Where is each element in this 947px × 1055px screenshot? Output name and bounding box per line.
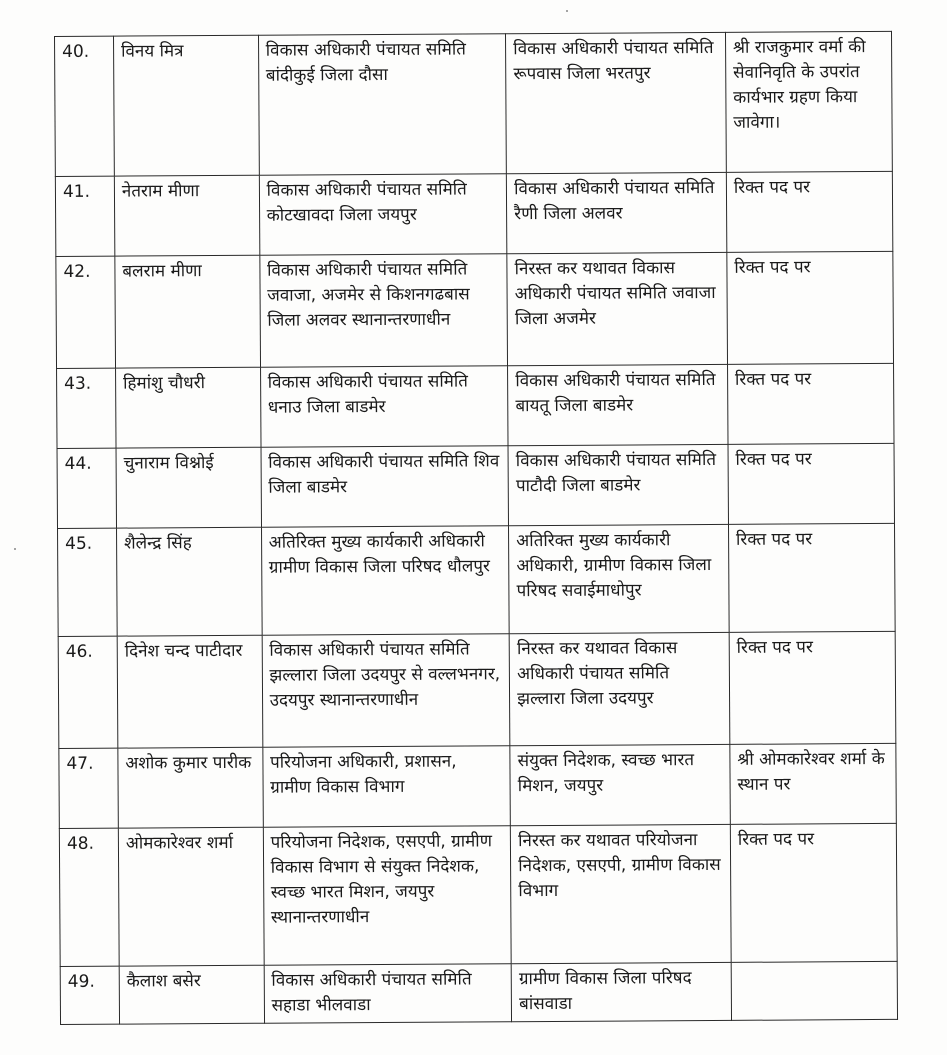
officer-name: चुनाराम विश्नोई — [116, 447, 261, 528]
new-posting: विकास अधिकारी पंचायत समिति रूपवास जिला भरतपुर — [506, 32, 727, 173]
current-posting: विकास अधिकारी पंचायत समिति धनाउ जिला बाडमेर — [260, 366, 508, 448]
current-posting: विकास अधिकारी पंचायत समिति झल्लारा जिला उदयपुर से वल्लभनगर, उदयपुर स्थानान्तरणाधीन — [262, 634, 510, 748]
table-row — [55, 31, 893, 176]
current-posting: परियोजना अधिकारी, प्रशासन, ग्रामीण विकास विभाग — [262, 746, 510, 828]
serial-number: 41. — [55, 176, 114, 256]
officer-name: ओमकारेश्वर शर्मा — [118, 827, 264, 966]
table-row — [58, 523, 896, 636]
officer-name: नेतराम मीणा — [114, 175, 259, 256]
current-posting: विकास अधिकारी पंचायत समिति बांदीकुई जिला दौसा — [258, 34, 506, 176]
current-posting: विकास अधिकारी पंचायत समिति सहाडा भीलवाडा — [264, 964, 512, 1024]
remark: रिक्त पद पर — [728, 443, 895, 524]
current-posting: अतिरिक्त मुख्य कार्यकारी अधिकारी ग्रामीण विकास जिला परिषद धौलपुर — [261, 526, 509, 636]
table-row — [59, 823, 897, 966]
remark: रिक्त पद पर — [729, 631, 896, 744]
remark: श्री ओमकारेश्वर शर्मा के स्थान पर — [730, 743, 897, 824]
officer-name: हिमांशु चौधरी — [115, 367, 260, 448]
remark: रिक्त पद पर — [726, 171, 893, 252]
officer-name: विनय मित्र — [113, 35, 259, 176]
table-row — [57, 443, 894, 528]
serial-number: 43. — [57, 368, 116, 448]
serial-number: 42. — [56, 256, 116, 368]
officer-name: कैलाश बसेर — [119, 965, 264, 1024]
table-row — [60, 961, 897, 1024]
new-posting: संयुक्त निदेशक, स्वच्छ भारत मिशन, जयपुर — [510, 744, 730, 825]
table-row — [56, 251, 894, 368]
current-posting: विकास अधिकारी पंचायत समिति कोटखावदा जिला जयपुर — [259, 174, 507, 256]
transfer-table — [54, 31, 898, 1025]
new-posting: विकास अधिकारी पंचायत समिति पाटौदी जिला बाडमेर — [508, 444, 728, 525]
table-row — [57, 363, 894, 448]
current-posting: विकास अधिकारी पंचायत समिति शिव जिला बाडमेर — [261, 446, 509, 528]
table-row — [55, 171, 892, 256]
new-posting: निरस्त कर यथावत परियोजना निदेशक, एसएपी, ग्रामीण विकास विभाग — [511, 824, 732, 963]
officer-name: बलराम मीणा — [115, 255, 260, 368]
serial-number: 45. — [58, 528, 118, 636]
scan-speck — [14, 548, 16, 550]
new-posting: विकास अधिकारी पंचायत समिति रैणी जिला अलवर — [507, 172, 727, 253]
new-posting: अतिरिक्त मुख्य कार्यकारी अधिकारी, ग्रामीण विकास जिला परिषद सवाईमाधोपुर — [509, 524, 729, 633]
table-row — [58, 631, 896, 748]
table-row — [59, 743, 896, 828]
serial-number: 48. — [59, 828, 119, 966]
remark: रिक्त पद पर — [730, 823, 897, 962]
new-posting: निरस्त कर यथावत विकास अधिकारी पंचायत समिति जवाजा जिला अजमेर — [507, 252, 727, 365]
current-posting: विकास अधिकारी पंचायत समिति जवाजा, अजमेर से किशनगढबास जिला अलवर स्थानान्तरणाधीन — [259, 254, 507, 368]
officer-name: अशोक कुमार पारीक — [118, 747, 263, 828]
scan-speck — [566, 10, 568, 12]
current-posting: परियोजना निदेशक, एसएपी, ग्रामीण विकास विभाग से संयुक्त निदेशक, स्वच्छ भारत मिशन, जयपुर स्थानान्तरणाधीन — [263, 826, 511, 966]
new-posting: निरस्त कर यथावत विकास अधिकारी पंचायत समिति झल्लारा जिला उदयपुर — [509, 632, 729, 745]
new-posting: विकास अधिकारी पंचायत समिति बायतू जिला बाडमेर — [508, 364, 728, 445]
remark: रिक्त पद पर — [728, 523, 895, 632]
serial-number: 46. — [58, 636, 118, 748]
remark: श्री राजकुमार वर्मा की सेवानिवृति के उपरांत कार्यभार ग्रहण किया जावेगा। — [725, 31, 892, 172]
officer-name: शैलेन्द्र सिंह — [116, 527, 261, 636]
officer-name: दिनेश चन्द पाटीदार — [117, 635, 262, 748]
serial-number: 44. — [57, 448, 116, 528]
remark: रिक्त पद पर — [727, 363, 894, 444]
remark: रिक्त पद पर — [727, 251, 894, 364]
serial-number: 49. — [60, 966, 119, 1024]
serial-number: 47. — [59, 748, 118, 828]
remark — [731, 961, 897, 1020]
serial-number: 40. — [55, 36, 115, 176]
new-posting: ग्रामीण विकास जिला परिषद बांसवाडा — [511, 962, 731, 1021]
